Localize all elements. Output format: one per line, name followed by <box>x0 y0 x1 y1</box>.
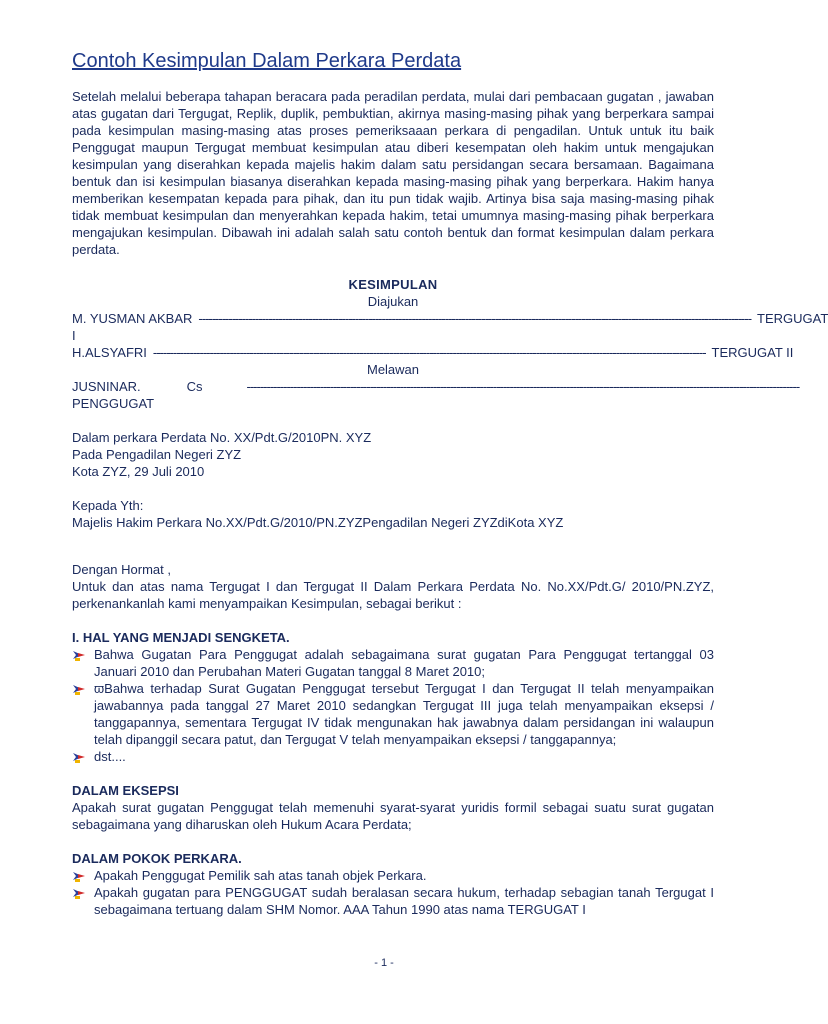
list-item: Apakah gugatan para PENGGUGAT sudah beralasan secara hukum, terhadap sebagian tanah Tergugat I sebagaimana tertuang dalam SHM Nomor. AAA Tahun 1990 atas nama TERGUGAT I <box>94 884 714 918</box>
party-defendant-1 <box>72 310 828 344</box>
diajukan-label: Diajukan <box>367 294 419 309</box>
list-item: Apakah Penggugat Pemilik sah atas tanah objek Perkara. <box>94 867 714 884</box>
intro-paragraph: Setelah melalui beberapa tahapan beracara pada peradilan perdata, mulai dari pembacaan gugatan , jawaban atas gugatan dari Tergugat, Replik, duplik, pembuktian, akirnya masing-masing pihak yang berperkara sampai pada kesimpulan masing-masing atas proses pemeriksaaan perkara di pengadilan. Untuk untuk itu baik Penggugat maupun Tergugat membuat kesimpulan atau diberi kesempatan oleh hakim untuk mengajukan kesimpulan yang diserahkan kepada majelis hakim dalam satu persidangan secara bersamaan. Bagaimana bentuk dan isi kesimpulan biasanya diserahkan kepada masing-masing pihak yang berperkara. Hakim hanya memberikan kesempatan kepada para pihak, dan itu pun tidak wajib. Artinya bisa saja masing-masing pihak tidak membuat kesimpulan dan menyerahkan kepada hakim, tetai umumnya masing-masing pihak berperkara mengajukan kesimpulan. Dibawah ini adalah salah satu contoh bentuk dan format kesimpulan dalam perkara perdata. <box>72 89 714 257</box>
document-page <box>72 44 828 918</box>
party-name: M. YUSMAN AKBAR <box>72 311 193 326</box>
party-plaintiff <box>72 378 800 412</box>
section-sengketa-title: I. HAL YANG MENJADI SENGKETA. <box>72 630 290 645</box>
plaintiff-role: PENGGUGAT <box>72 396 155 411</box>
versus-label: Melawan <box>366 362 420 377</box>
document-title: Contoh Kesimpulan Dalam Perkara Perdata <box>72 50 462 72</box>
dash-leader: ---------------------------------------------------------------------------------------------------------------------------------------------------------------------- <box>198 311 752 326</box>
case-line-3: Kota ZYZ, 29 Juli 2010 <box>72 464 205 479</box>
arrow-bullet-icon <box>72 870 86 882</box>
page-number: - 1 - <box>374 957 394 969</box>
case-line-2: Pada Pengadilan Negeri ZYZ <box>72 447 242 462</box>
plaintiff-cs: Cs <box>186 379 203 394</box>
arrow-bullet-icon <box>72 887 86 899</box>
plaintiff-name: JUSNINAR. <box>72 379 141 394</box>
arrow-bullet-icon <box>72 683 86 695</box>
section-sengketa-list <box>72 646 714 765</box>
arrow-bullet-icon <box>72 649 86 661</box>
list-item: Bahwa Gugatan Para Penggugat adalah sebagaimana surat gugatan Para Penggugat tertanggal 03 Januari 2010 dan Perubahan Materi Gugatan tanggal 8 Maret 2010; <box>94 646 714 680</box>
arrow-bullet-icon <box>72 751 86 763</box>
section-eksepsi-title: DALAM EKSEPSI <box>72 783 179 798</box>
party-role: TERGUGAT <box>757 311 828 326</box>
party-role-wrap: I <box>72 328 76 343</box>
party-role: TERGUGAT II <box>711 345 794 360</box>
party-defendant-2 <box>72 344 794 361</box>
section-pokok-list <box>72 867 714 918</box>
section-pokok-title: DALAM POKOK PERKARA. <box>72 851 242 866</box>
section-eksepsi-text: Apakah surat gugatan Penggugat telah memenuhi syarat-syarat yuridis formil sebagai suatu surat gugatan sebagaimana yang diharuskan oleh Hukum Acara Perdata; <box>72 800 714 832</box>
kesimpulan-heading: KESIMPULAN <box>348 277 438 292</box>
case-line-1: Dalam perkara Perdata No. XX/Pdt.G/2010PN. XYZ <box>72 430 372 445</box>
opening-paragraph: Untuk dan atas nama Tergugat I dan Tergugat II Dalam Perkara Perdata No. No.XX/Pdt.G/ 2010/PN.ZYZ, perkenankanlah kami menyampaikan Kesimpulan, sebagai berikut : <box>72 579 714 611</box>
party-name: H.ALSYAFRI <box>72 345 147 360</box>
salutation: Dengan Hormat , <box>72 562 171 577</box>
addressee-label: Kepada Yth: <box>72 498 144 513</box>
list-item: dst.... <box>94 748 714 765</box>
dash-leader: ---------------------------------------------------------------------------------------------------------------------------------------------------------------------- <box>246 379 800 394</box>
addressee: Majelis Hakim Perkara No.XX/Pdt.G/2010/PN.ZYZPengadilan Negeri ZYZdiKota XYZ <box>72 515 564 530</box>
list-item: ϖBahwa terhadap Surat Gugatan Penggugat tersebut Tergugat I dan Tergugat II telah menyampaikan jawabannya pada tanggal 27 Maret 2010 sedangkan Tergugat III juga telah menyampaikan eksepsi / tanggapannya, sementara Tergugat IV tidak mengunakan hak jawabnya dalam persidangan ini walaupun telah dipanggil secara patut, dan Tergugat V telah menyampaikan eksepsi / tanggapannya; <box>94 680 714 748</box>
dash-leader: ---------------------------------------------------------------------------------------------------------------------------------------------------------------------- <box>152 345 706 360</box>
